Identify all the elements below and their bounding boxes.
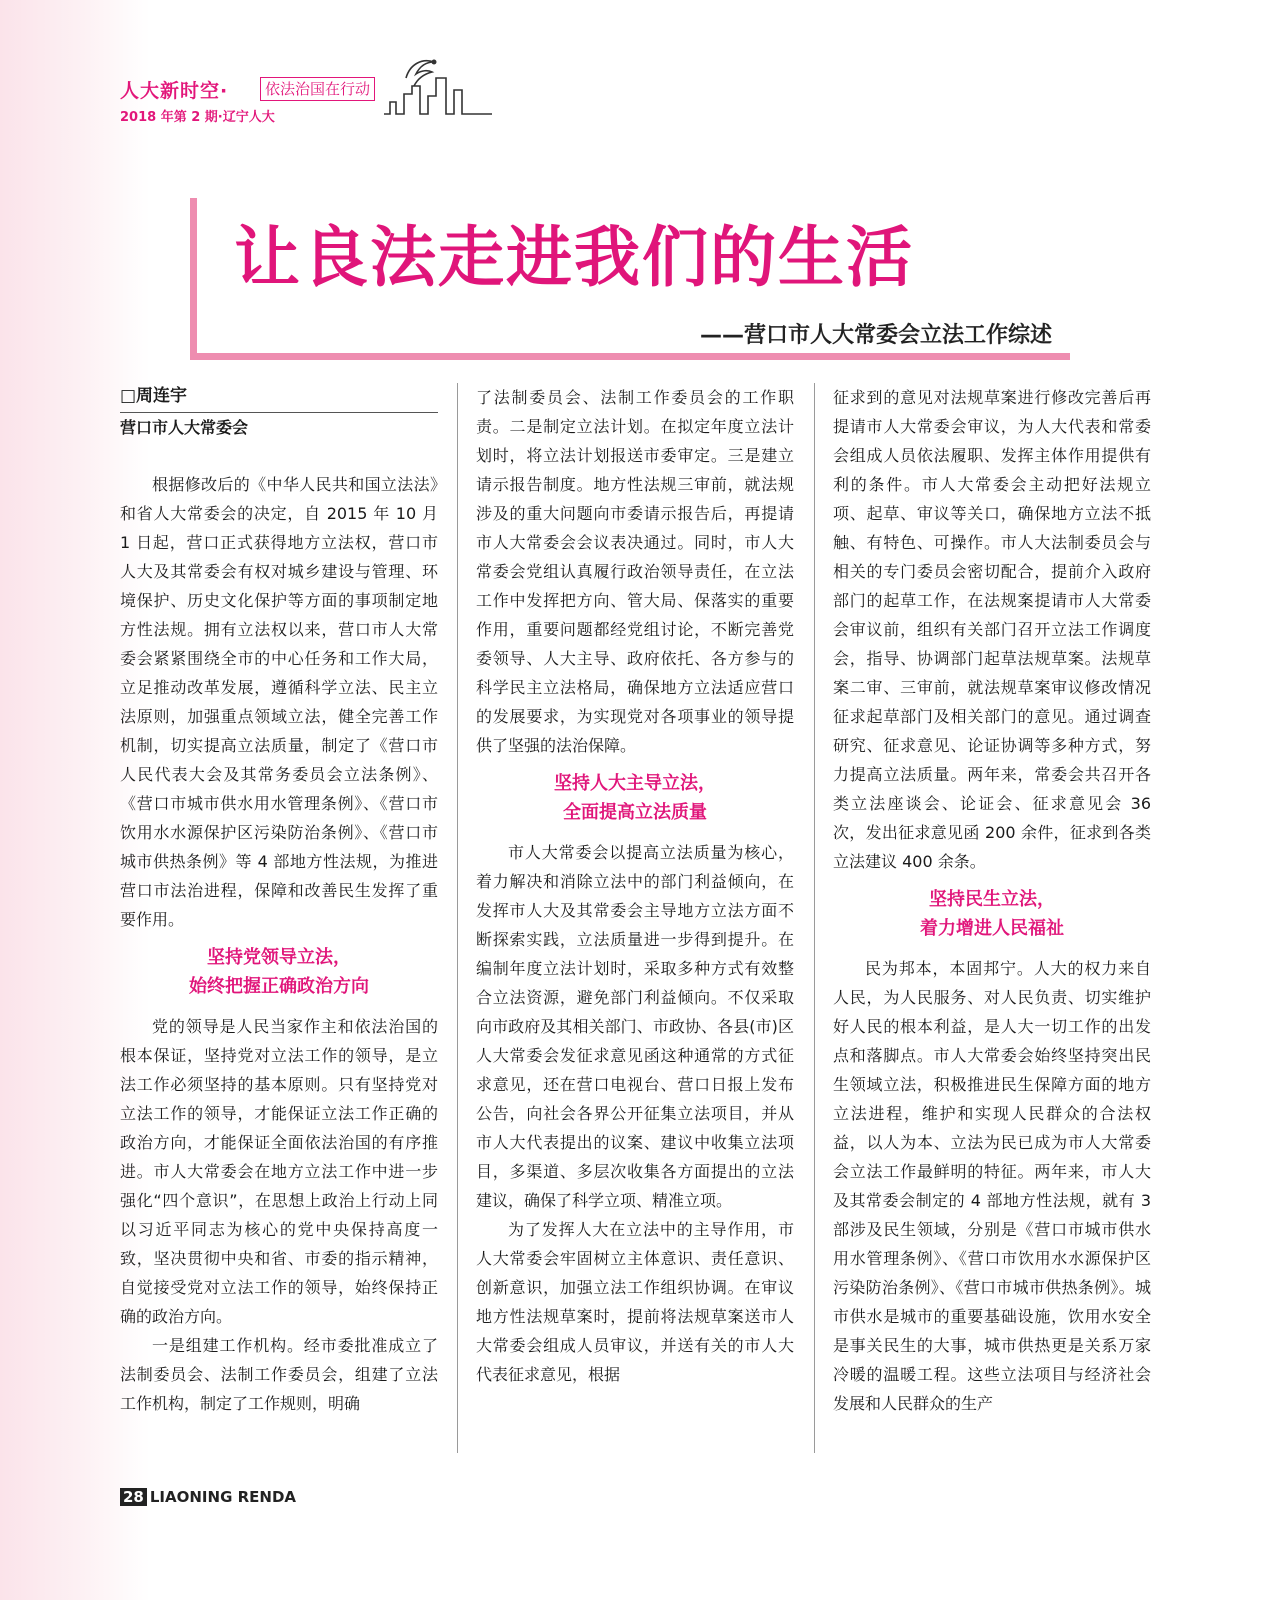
article-subtitle: ——营口市人大常委会立法工作综述: [699, 323, 1052, 348]
article-title: 让良法走进我们的生活: [234, 219, 914, 296]
text-column-3: [833, 383, 1151, 1418]
section-heading: [476, 769, 794, 827]
section-heading-line: 始终把握正确政治方向: [189, 976, 369, 997]
issue-info: 2018 年第 2 期·辽宁人大: [120, 110, 275, 125]
paragraph: 为了发挥人大在立法中的主导作用，市人大常委会牢固树立主体意识、责任意识、创新意识，加强立法工作组织协调。在审议地方性法规草案时，提前将法规草案送市人大常委会组成人员审议，并送有关的市人大代表征求意见，根据: [476, 1220, 794, 1384]
section-heading-line: 全面提高立法质量: [563, 802, 707, 823]
section-tag: 依法治国在行动: [260, 77, 375, 101]
page-footer: [120, 1488, 296, 1506]
column-divider: [814, 383, 815, 1453]
column-divider: [457, 383, 458, 1453]
paragraph: 市人大常委会以提高立法质量为核心，着力解决和消除立法中的部门利益倾向，在发挥市人大及其常委会主导地方立法方面不断探索实践，立法质量进一步得到提升。在编制年度立法计划时，采取多种方式有效整合立法资源，避免部门利益倾向。不仅采取向市政府及其相关部门、市政协、各县(市)区人大常委会发征求意见函这种通常的方式征求意见，还在营口电视台、营口日报上发布公告，向社会各界公开征集立法项目，并从市人大代表提出的议案、建议中收集立法项目，多渠道、多层次收集各方面提出的立法建议，确保了科学立项、精准立项。: [476, 843, 794, 1210]
column-brand: 人大新时空·: [120, 80, 229, 102]
title-frame: [190, 198, 1070, 360]
section-heading: [833, 885, 1151, 943]
section-heading-line: 着力增进人民福祉: [920, 918, 1064, 939]
title-frame-horizontal-bar: [190, 353, 1070, 360]
paragraph: 根据修改后的《中华人民共和国立法法》和省人大常委会的决定，自 2015 年 10 月 1 日起，营口正式获得地方立法权，营口市人大及其常委会有权对城乡建设与管理、环境保护、历史文化保护等方面的事项制定地方性法规。拥有立法权以来，营口市人大常委会紧紧围绕全市的中心任务和工作大局，立足推动改革发展，遵循科学立法、民主立法原则，加强重点领域立法，健全完善工作机制，切实提高立法质量，制定了《营口市人民代表大会及其常务委员会立法条例》、《营口市城市供水用水管理条例》、《营口市饮用水水源保护区污染防治条例》、《营口市城市供热条例》等 4 部地方性法规，为推进营口市法治进程，保障和改善民生发挥了重要作用。: [120, 475, 438, 929]
text-column-2: [476, 383, 794, 1389]
paragraph: 党的领导是人民当家作主和依法治国的根本保证，坚持党对立法工作的领导，是立法工作必须坚持的基本原则。只有坚持党对立法工作的领导，才能保证立法工作正确的政治方向，才能保证全面依法治国的有序推进。市人大常委会在地方立法工作中进一步强化“四个意识”，在思想上政治上行动上同以习近平同志为核心的党中央保持高度一致，坚决贯彻中央和省、市委的指示精神，自觉接受党对立法工作的领导，始终保持正确的政治方向。: [120, 1017, 438, 1326]
paragraph-continued: 征求到的意见对法规草案进行修改完善后再提请市人大常委会审议，为人大代表和常委会组成人员依法履职、发挥主体作用提供有利的条件。市人大常委会主动把好法规立项、起草、审议等关口，确保地方立法不抵触、有特色、可操作。市人大法制委员会与相关的专门委员会密切配合，提前介入政府部门的起草工作，在法规案提请市人大常委会审议前，组织有关部门召开立法工作调度会，指导、协调部门起草法规草案。法规草案二审、三审前，就法规草案审议修改情况征求起草部门及相关部门的意见。通过调查研究、征求意见、论证协调等多种方式，努力提高立法质量。两年来，常委会共召开各类立法座谈会、论证会、征求意见会 36 次，发出征求意见函 200 余件，征求到各类立法建议 400 余条。: [833, 388, 1151, 871]
text-column-1: [120, 383, 438, 1418]
skyline-logo-icon: [382, 56, 494, 118]
section-heading: [120, 943, 438, 1001]
paragraph: 一是组建工作机构。经市委批准成立了法制委员会、法制工作委员会，组建了立法工作机构，制定了工作规则，明确: [120, 1336, 438, 1413]
paragraph-continued: 了法制委员会、法制工作委员会的工作职责。二是制定立法计划。在拟定年度立法计划时，将立法计划报送市委审定。三是建立请示报告制度。地方性法规三审前，就法规涉及的重大问题向市委请示报告后，再提请市人大常委会会议表决通过。同时，市人大常委会党组认真履行政治领导责任，在立法工作中发挥把方向、管大局、保落实的重要作用，重要问题都经党组讨论，不断完善党委领导、人大主导、政府依托、各方参与的科学民主立法格局，确保地方立法适应营口的发展要求，为实现党对各项事业的领导提供了坚强的法治保障。: [476, 388, 794, 755]
running-header: [120, 74, 500, 134]
section-heading-line: 坚持民生立法，: [929, 889, 1055, 910]
author-byline: □周连宇: [120, 383, 438, 413]
publication-name: LIAONING RENDA: [149, 1488, 297, 1506]
title-frame-vertical-bar: [190, 198, 197, 360]
paragraph: 民为邦本，本固邦宁。人大的权力来自人民，为人民服务、对人民负责、切实维护好人民的根本利益，是人大一切工作的出发点和落脚点。市人大常委会始终坚持突出民生领域立法，积极推进民生保障方面的地方立法进程，维护和实现人民群众的合法权益，以人为本、立法为民已成为市人大常委会立法工作最鲜明的特征。两年来，市人大及其常委会制定的 4 部地方性法规，就有 3 部涉及民生领域，分别是《营口市城市供水用水管理条例》、《营口市饮用水水源保护区污染防治条例》、《营口市城市供热条例》。城市供水是城市的重要基础设施，饮用水安全是事关民生的大事，城市供热更是关系万家冷暖的温暖工程。这些立法项目与经济社会发展和人民群众的生产: [833, 959, 1151, 1413]
page-number: 28: [120, 1488, 147, 1506]
section-heading-line: 坚持人大主导立法，: [554, 773, 716, 794]
author-affiliation: 营口市人大常委会: [120, 418, 249, 437]
section-heading-line: 坚持党领导立法，: [207, 947, 351, 968]
